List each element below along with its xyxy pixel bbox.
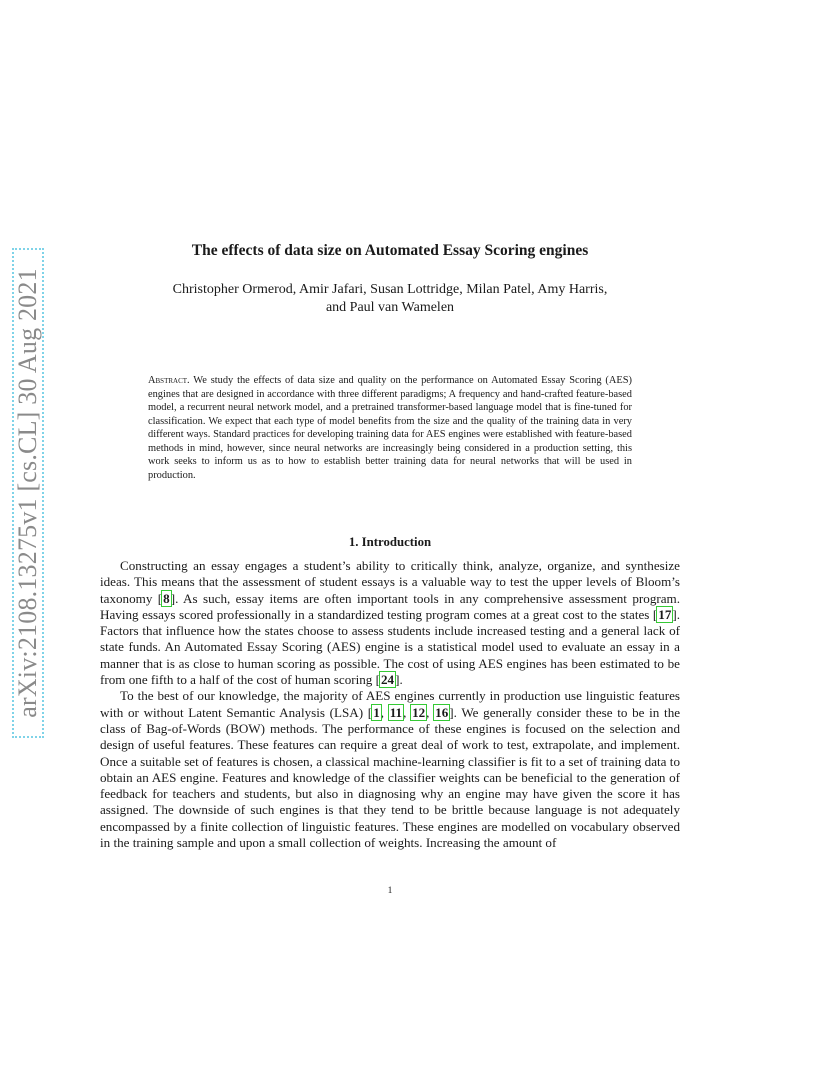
text-run: To the best of our knowledge, the majority of AES engines currently in production use linguistic features with or without Latent Semantic Analysis (LSA) [: [100, 688, 680, 720]
text-run: ]. Factors that influence how the states choose to assess students include increased testing and a general lack of state funds. An Automated Essay Scoring (AES) engine is a statistical model used to evaluate an essay in a manner that is as close to human scoring as possible. The cost of using AES engines has been estimated to be from one fifth to a half of the cost of human scoring [: [100, 606, 680, 688]
abstract-text: We study the effects of data size and quality on the performance on Automated Essay Scoring (AES) engines that are designed in accordance with three different paradigms; A frequency and hand-crafted feature-based model, a recurrent neural network model, and a pretrained transformer-based language model that is fine-tuned for classification. We expect that each type of model benefits from the size and the quality of the training data in very different ways. Standard practices for developing training data for AES engines were established with feature-based methods in mind, however, since neural networks are increasingly being considered in a production setting, this work seeks to inform us as to how to establish better training data for neural networks that will be used in production.: [148, 375, 632, 481]
text-run: ]. As such, essay items are often important tools in any comprehensive assessment program. Having essays scored professionally in a standardized testing program comes at a great cost to the states [: [100, 590, 680, 622]
citation-link[interactable]: 16: [435, 704, 449, 720]
citation-link[interactable]: 12: [412, 704, 426, 720]
citation-link[interactable]: 11: [389, 704, 403, 720]
text-run: ,: [380, 704, 389, 720]
authors-line-2: and Paul van Wamelen: [325, 300, 455, 315]
paper-title: The effects of data size on Automated Essay Scoring engines: [191, 242, 589, 259]
citation-link[interactable]: 8: [163, 590, 170, 606]
text-run: ].: [395, 672, 403, 688]
text-run: Constructing an essay engages a student’s ability to critically think, analyze, organize, and synthesize ideas. This means that the assessment of student essays is a valuable way to test the upper levels of Bloom’s taxonomy [: [100, 558, 680, 606]
page-number: 1: [387, 886, 393, 896]
paragraph-2: [100, 688, 680, 851]
citation-link[interactable]: 24: [380, 672, 395, 688]
section-heading: 1. Introduction: [348, 535, 432, 549]
arxiv-stamp: [12, 248, 44, 738]
citation-link[interactable]: 17: [658, 606, 672, 622]
text-run: ,: [403, 704, 412, 720]
citation-link[interactable]: 1: [373, 704, 380, 720]
body-text: [100, 558, 680, 851]
abstract-label: Abstract.: [148, 375, 190, 386]
author-list: [100, 281, 680, 317]
text-run: ]. We generally consider these to be in the class of Bag-of-Words (BOW) methods. The performance of these engines is focused on the selection and design of useful features. These features can require a great deal of work to test, extrapolate, and implement. Once a suitable set of features is chosen, a classical machine-learning classifier is fit to a set of training data to obtain an AES engine. Features and knowledge of the classifier weights can be beneficial to the generation of feedback for teachers and students, but also in diagnosing why an engine may have given the score it has assigned. The downside of such engines is that they tend to be brittle because language is not adequately encompassed by a finite collection of linguistic features. These engines are modelled on vocabulary observed in the training sample and upon a small collection of weights. Increasing the amount of: [100, 704, 681, 851]
abstract: [148, 374, 632, 482]
paragraph-1: [100, 558, 680, 688]
arxiv-identifier: arXiv:2108.13275v1 [cs.CL] 30 Aug 2021: [13, 268, 42, 718]
authors-line-1: Christopher Ormerod, Amir Jafari, Susan Lottridge, Milan Patel, Amy Harris,: [172, 282, 608, 297]
text-run: ,: [426, 704, 435, 720]
